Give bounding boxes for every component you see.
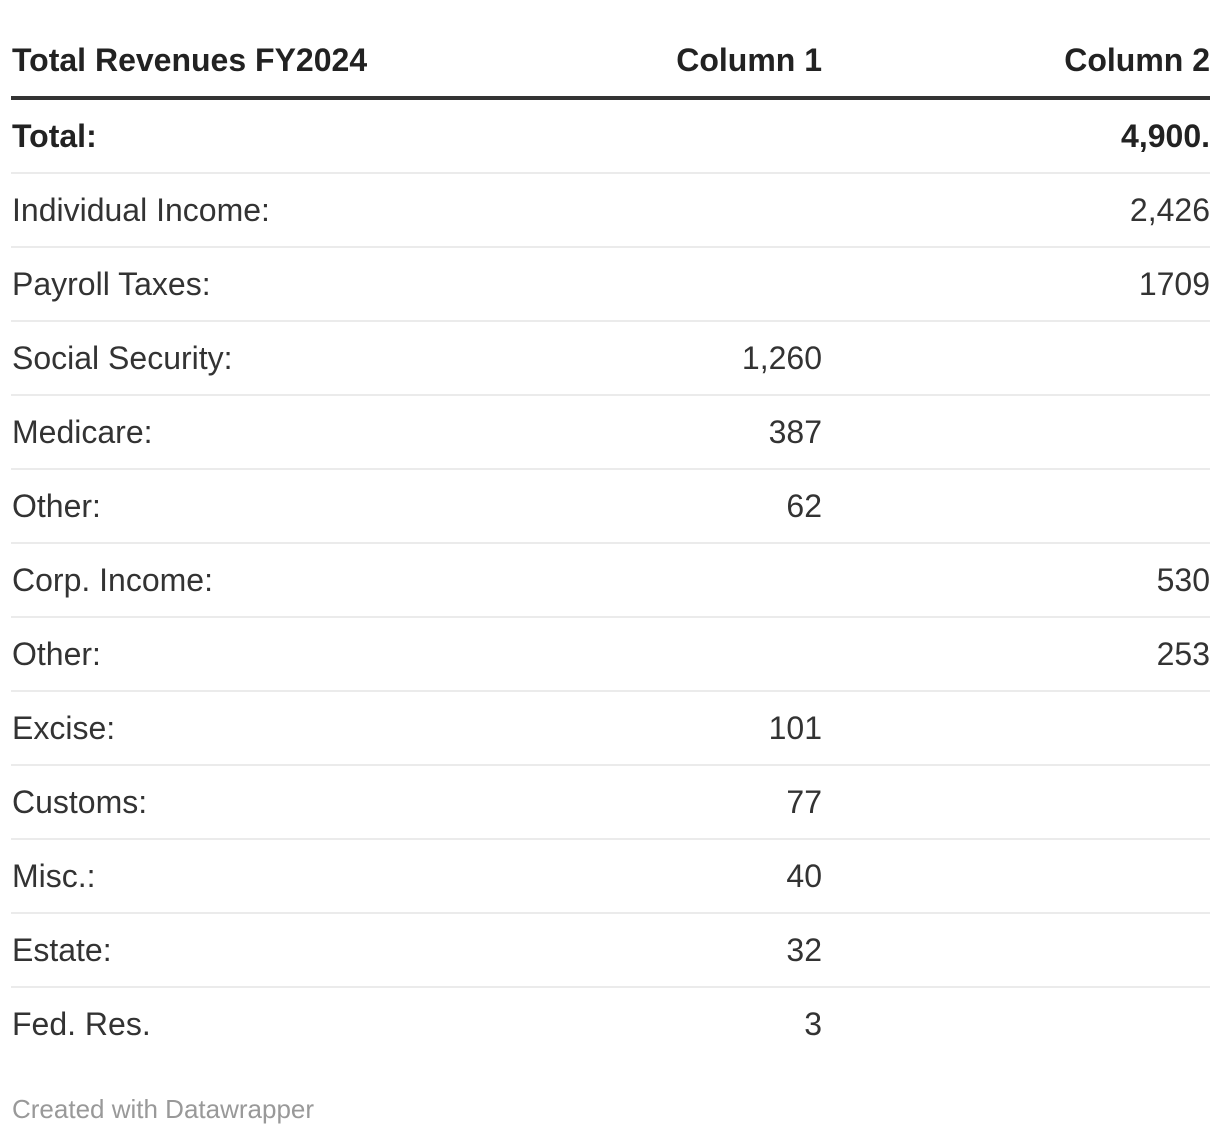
attribution-footer (11, 1094, 1210, 1124)
table-header-row (11, 0, 1210, 98)
row-col1-cell (434, 173, 822, 247)
row-col1-cell (434, 247, 822, 321)
row-col1-cell (434, 543, 822, 617)
row-label-cell: Corp. Income: (11, 543, 434, 617)
table-row (11, 913, 1210, 987)
row-label-cell: Customs: (11, 765, 434, 839)
row-label-cell: Other: (11, 469, 434, 543)
row-label-cell: Total: (11, 98, 434, 173)
column-1-header: Column 1 (434, 0, 822, 98)
row-col2-cell: 2,426 (822, 173, 1210, 247)
column-2-header: Column 2 (822, 0, 1210, 98)
row-col1-cell: 1,260 (434, 321, 822, 395)
row-col2-cell (822, 469, 1210, 543)
row-col1-cell: 40 (434, 839, 822, 913)
row-col1-cell: 3 (804, 1006, 822, 1042)
row-col2-cell: 1709 (822, 247, 1210, 321)
revenues-table (11, 0, 1210, 1060)
row-col2-cell (822, 765, 1210, 839)
row-col2-cell (822, 321, 1210, 395)
row-col2-cell (822, 395, 1210, 469)
table-row (11, 765, 1210, 839)
table-row (11, 617, 1210, 691)
table-row (11, 247, 1210, 321)
table-row (11, 98, 1210, 173)
row-col1-cell: 62 (434, 469, 822, 543)
row-label-cell: Excise: (11, 691, 434, 765)
row-label-cell: Misc.: (11, 839, 434, 913)
table-row (11, 839, 1210, 913)
row-col2-cell (822, 913, 1210, 987)
row-label-cell: Other: (11, 617, 434, 691)
row-col1-cell: 101 (434, 691, 822, 765)
row-col1-cell: 387 (434, 395, 822, 469)
datawrapper-credit-link[interactable]: Created with Datawrapper (12, 1094, 315, 1124)
table-row (11, 321, 1210, 395)
table-title-header: Total Revenues FY2024 (11, 0, 434, 98)
row-col1-cell (434, 617, 822, 691)
row-label-cell: Medicare: (11, 395, 434, 469)
table-row (11, 395, 1210, 469)
row-label-cell: Payroll Taxes: (11, 247, 434, 321)
row-col2-cell: 530 (822, 543, 1210, 617)
row-col2-cell (822, 691, 1210, 765)
row-col1-cell: 32 (434, 913, 822, 987)
table-row (11, 691, 1210, 765)
row-col2-cell (822, 839, 1210, 913)
table-row (11, 173, 1210, 247)
table-row (11, 469, 1210, 543)
row-col2-cell (822, 987, 1210, 1060)
row-col1-cell: 77 (434, 765, 822, 839)
row-col2-cell: 253 (822, 617, 1210, 691)
row-label-cell: Individual Income: (11, 173, 434, 247)
row-label-cell: Social Security: (11, 321, 434, 395)
table-row (11, 987, 1210, 1060)
row-label-cell: Estate: (11, 913, 434, 987)
row-col1-cell (434, 98, 822, 173)
row-label-cell: Fed. Res. (12, 1006, 151, 1042)
table-row (11, 543, 1210, 617)
row-col2-cell: 4,900. (822, 98, 1210, 173)
table-body (11, 98, 1210, 1060)
